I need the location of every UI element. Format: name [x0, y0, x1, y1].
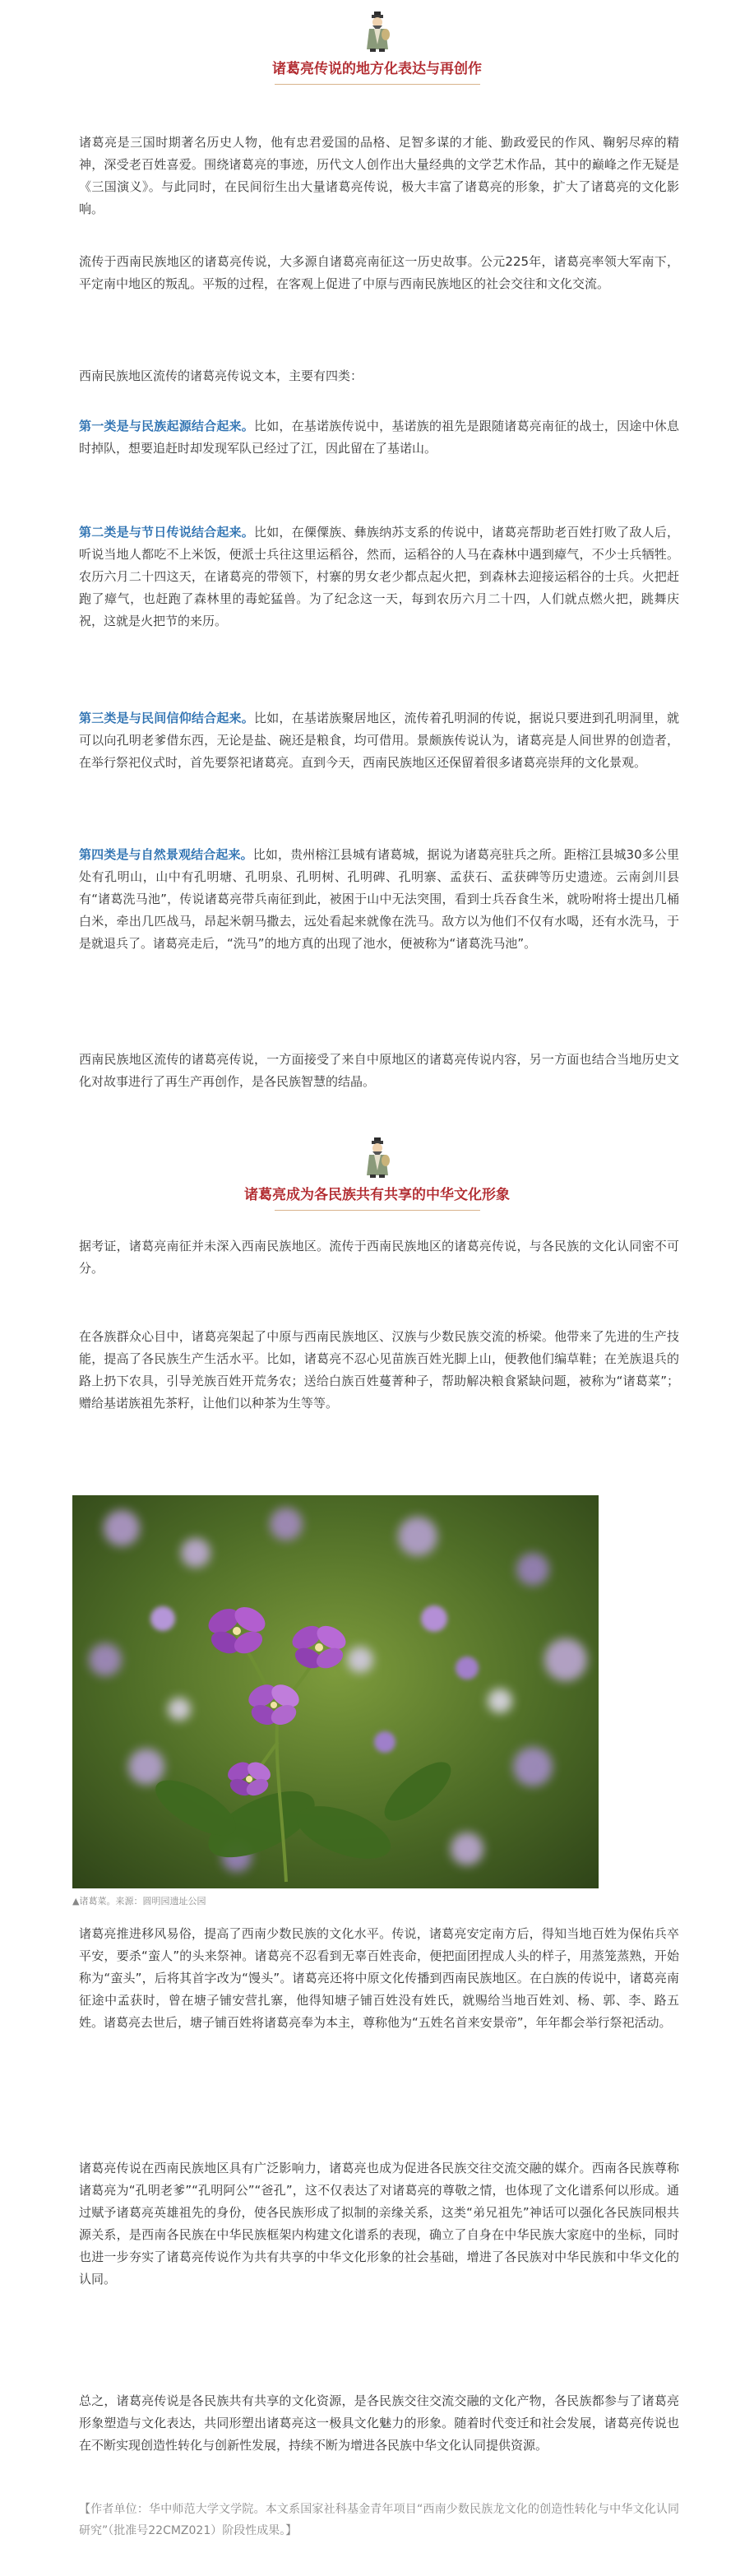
section2-paragraph-2: 在各族群众心目中，诸葛亮架起了中原与西南民族地区、汉族与少数民族交流的桥梁。他带来了先进的生产技能，提高了各民族生产生活水平。比如，诸葛亮不忍心见苗族百姓光脚上山，便教他们编草鞋；在羌族退兵的路上扔下农具，引导羌族百姓开荒务农；送给白族百姓蔓菁种子，帮助解决粮食紧缺问题，被称为“诸葛菜”；赠给基诺族祖先茶籽，让他们以种茶为生等等。: [79, 1329, 679, 1411]
section1-title: 诸葛亮传说的地方化表达与再创作: [272, 61, 482, 77]
zhuge-cai-flower-photo: [72, 1495, 599, 1888]
category-2-text: 比如，在傈僳族、彝族纳苏支系的传说中，诸葛亮帮助老百姓打败了敌人后，听说当地人都吃不上米饭，便派士兵往这里运稻谷，然而，运稻谷的人马在森林中遇到瘴气，不少士兵牺牲。农历六月二十四这天，在诸葛亮的带领下，村寨的男女老少都点起火把，到森林去迎接运稻谷的士兵。火把赶跑了瘴气，也赶跑了森林里的毒蛇猛兽。为了纪念这一天，每到农历六月二十四，人们就点燃火把，跳舞庆祝，这就是火把节的来历。: [79, 525, 679, 628]
zhuge-liang-figure-icon: [363, 12, 391, 53]
category-4-paragraph: [79, 844, 679, 955]
section2-header: [0, 1137, 754, 1211]
category-4-text: 比如，贵州榕江县城有诸葛城，据说为诸葛亮驻兵之所。距榕江县城30多公里处有孔明山，山中有孔明塘、孔明泉、孔明树、孔明碑、孔明寨、孟获石、孟获碑等历史遗迹。云南剑川县有“诸葛洗马池”，传说诸葛亮带兵南征到此，被困于山中无法突围，看到士兵吞食生米，就吩咐将士提出几桶白米，牵出几匹战马，昂起米朝马撒去，远处看起来就像在洗马。敌方以为他们不仅有水喝，还有水洗马，于是就退兵了。诸葛亮走后，“洗马”的地方真的出现了池水，便被称为“诸葛洗马池”。: [79, 847, 679, 951]
section1-paragraph-3: 西南民族地区流传的诸葛亮传说文本，主要有四类：: [79, 368, 363, 383]
section2-paragraph-1: 据考证，诸葛亮南征并未深入西南民族地区。流传于西南民族地区的诸葛亮传说，与各民族的文化认同密不可分。: [79, 1239, 679, 1276]
section2-title-divider: [275, 1210, 480, 1211]
category-4-lead: 第四类是与自然景观结合起来。: [79, 847, 253, 862]
category-1-paragraph: [79, 415, 679, 460]
section1-intro: 诸葛亮是三国时期著名历史人物，他有忠君爱国的品格、足智多谋的才能、勤政爱民的作风、鞠躬尽瘁的精神，深受老百姓喜爱。围绕诸葛亮的事迹，历代文人创作出大量经典的文学艺术作品，其中的巅峰之作无疑是《三国演义》。与此同时，在民间衍生出大量诸葛亮传说，极大丰富了诸葛亮的形象，扩大了诸葛亮的文化影响。: [79, 135, 679, 216]
section2-paragraph-3: 诸葛亮推进移风易俗，提高了西南少数民族的文化水平。传说，诸葛亮安定南方后，得知当地百姓为保佑兵卒平安，要杀“蛮人”的头来祭神。诸葛亮不忍看到无辜百姓丧命，便把面团捏成人头的样子，用蒸笼蒸熟，开始称为“蛮头”，后将其首字改为“馒头”。诸葛亮还将中原文化传播到西南民族地区。在白族的传说中，诸葛亮南征途中孟获时，曾在塘子铺安营扎寨，他得知塘子铺百姓没有姓氏，就赐给当地百姓刘、杨、郭、李、路五姓。诸葛亮去世后，塘子铺百姓将诸葛亮奉为本主，尊称他为“五姓名首来安景帝”，年年都会举行祭祀活动。: [79, 1926, 679, 2030]
section1-closing: 西南民族地区流传的诸葛亮传说，一方面接受了来自中原地区的诸葛亮传说内容，另一方面也结合当地历史文化对故事进行了再生产再创作，是各民族智慧的结晶。: [79, 1052, 679, 1089]
category-2-paragraph: [79, 521, 679, 632]
zhuge-liang-figure-icon: [363, 1137, 391, 1179]
category-3-paragraph: [79, 707, 679, 774]
author-note: 【作者单位：华中师范大学文学院。本文系国家社科基金青年项目“西南少数民族龙文化的创造性转化与中华文化认同研究”（批准号22CMZ021）阶段性成果。】: [79, 2503, 679, 2537]
photo-caption: ▲诸葛菜。来源：圆明园遗址公园: [72, 1896, 206, 1907]
category-2-lead: 第二类是与节日传说结合起来。: [79, 525, 254, 540]
section2-paragraph-4: 诸葛亮传说在西南民族地区具有广泛影响力，诸葛亮也成为促进各民族交往交流交融的媒介。西南各民族尊称诸葛亮为“孔明老爹”“孔明阿公”“爸孔”，这不仅表达了对诸葛亮的尊敬之情，也体现了文化谱系何以形成。通过赋予诸葛亮英雄祖先的身份，使各民族形成了拟制的亲缘关系，这类“弟兄祖先”神话可以强化各民族同根共源关系，是西南各民族在中华民族框架内构建文化谱系的表现，确立了自身在中华民族大家庭中的坐标，同时也进一步夯实了诸葛亮传说作为共有共享的中华文化形象的社会基础，增进了各民族对中华民族和中华文化的认同。: [79, 2161, 679, 2286]
category-3-text: 比如，在基诺族聚居地区，流传着孔明洞的传说，据说只要进到孔明洞里，就可以向孔明老爹借东西，无论是盐、碗还是粮食，均可借用。景颇族传说认为，诸葛亮是人间世界的创造者，在举行祭祀仪式时，首先要祭祀诸葛亮。直到今天，西南民族地区还保留着很多诸葛亮崇拜的文化景观。: [79, 711, 679, 770]
section2-paragraph-5: 总之，诸葛亮传说是各民族共有共享的文化资源，是各民族交往交流交融的文化产物，各民族都参与了诸葛亮形象塑造与文化表达，共同形塑出诸葛亮这一极具文化魅力的形象。随着时代变迁和社会发展，诸葛亮传说也在不断实现创造性转化与创新性发展，持续不断为增进各民族中华文化认同提供资源。: [79, 2393, 679, 2453]
category-1-lead: 第一类是与民族起源结合起来。: [79, 419, 254, 433]
category-1-text: 比如，在基诺族传说中，基诺族的祖先是跟随诸葛亮南征的战士，因途中休息时掉队，想要追赶时却发现军队已经过了江，因此留在了基诺山。: [79, 419, 679, 456]
section1-title-divider: [275, 84, 480, 85]
section2-title: 诸葛亮成为各民族共有共享的中华文化形象: [244, 1187, 510, 1203]
section1-paragraph-2: 流传于西南民族地区的诸葛亮传说，大多源自诸葛亮南征这一历史故事。公元225年，诸葛亮率领大军南下，平定南中地区的叛乱。平叛的过程，在客观上促进了中原与西南民族地区的社会交往和文化交流。: [79, 254, 679, 291]
section1-header: [0, 12, 754, 85]
flower-illustration: [72, 1495, 599, 1888]
category-3-lead: 第三类是与民间信仰结合起来。: [79, 711, 254, 725]
